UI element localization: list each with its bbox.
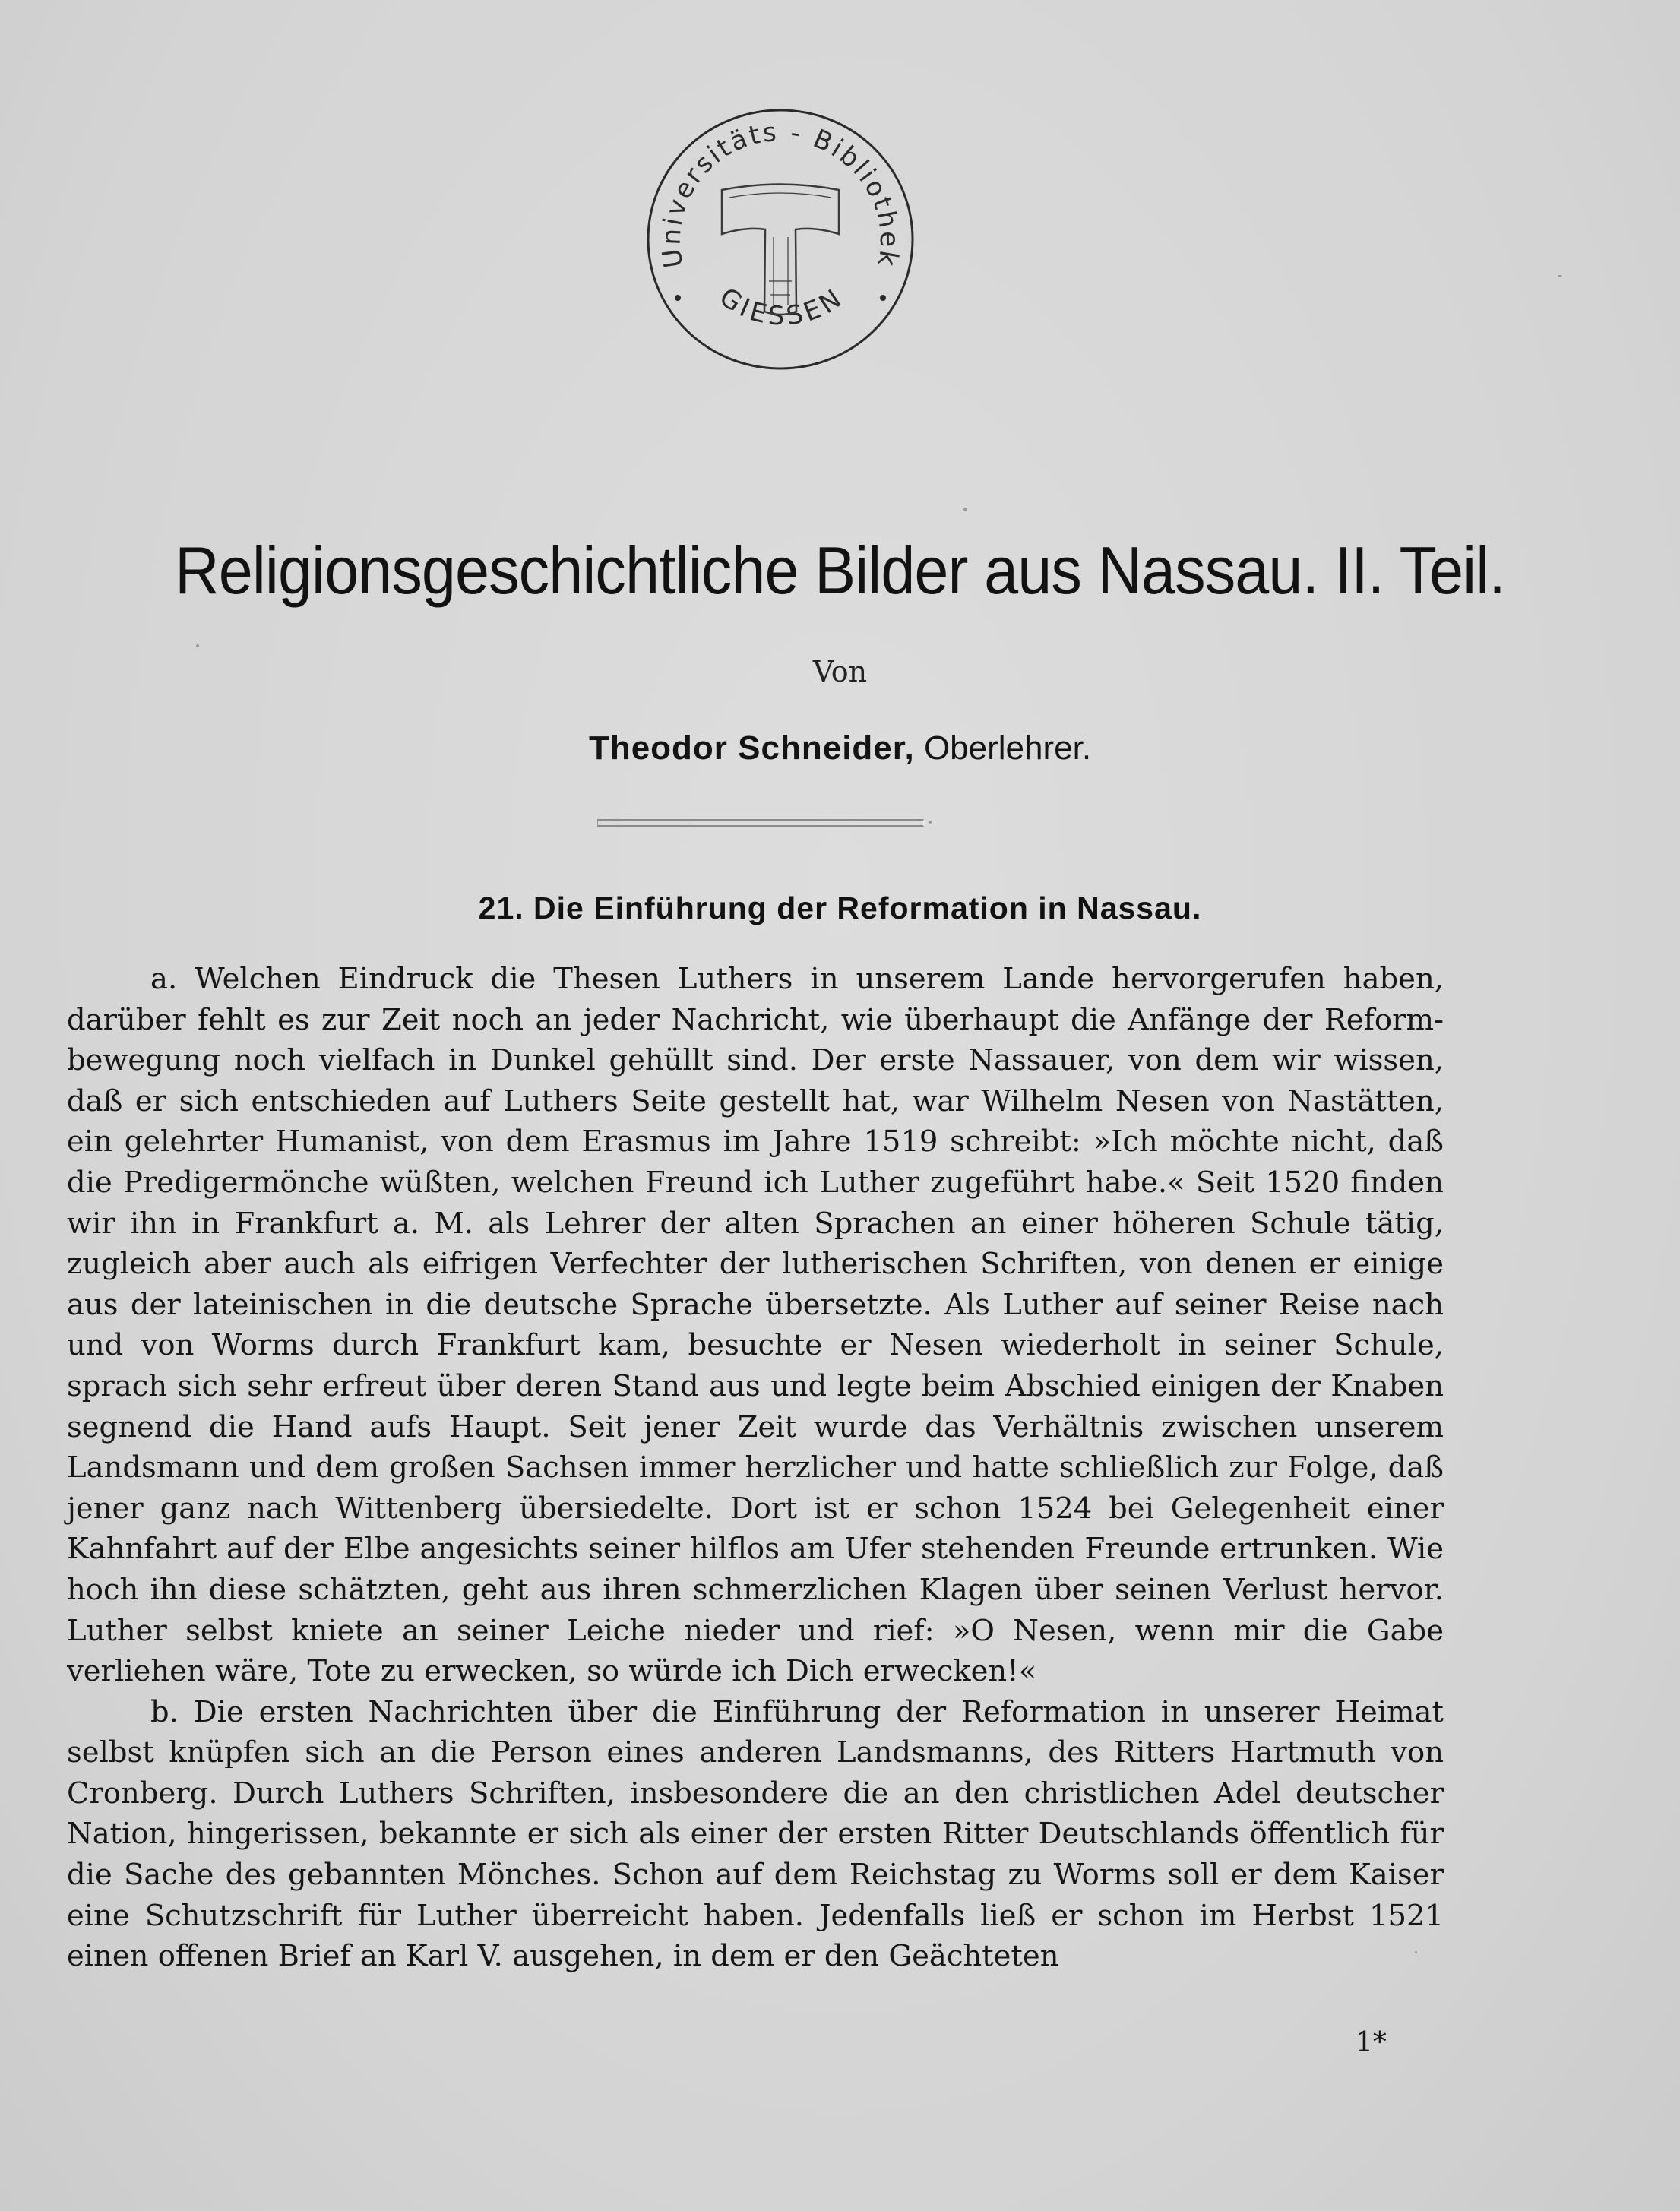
byline-prefix: Von: [812, 655, 868, 688]
article-body: [67, 959, 1444, 1977]
paragraph-b: b. Die ersten Nachrichten über die Einführung der Reformation in unserer Heimat selbst knüpfen sich an die Person eines anderen Landsmanns, des Ritters Hartmuth von Cronberg. Durch Luthers Schriften, insbesondere die an den christlichen Adel deutscher Nation, hingerissen, bekannte er sich als einer der ersten Ritter Deutschlands öffentlich für die Sache des gebannten Mönches. Schon auf dem Reichstag zu Worms soll er dem Kaiser eine Schutzschrift für Luther überreicht haben. Jedenfalls ließ er schon im Herbst 1521 einen offenen Brief an Karl V. ausgehen, in dem er den Geächteten: [67, 1694, 1444, 1974]
library-stamp-seal: [640, 99, 921, 380]
article-title: Religionsgeschichtliche Bilder aus Nassau. II. Teil.: [175, 533, 1505, 608]
page-number: 1*: [1356, 2027, 1387, 2058]
author-name: Theodor Schneider,: [588, 729, 915, 767]
author-line: [0, 729, 1680, 767]
paragraph-a: a. Welchen Eindruck die Thesen Luthers in unserem Lande hervorgerufen haben, darüber fehlt es zur Zeit noch an jeder Nachricht, wie überhaupt die Anfänge der Reformbewegung noch vielfach in Dunkel gehüllt sind. Der erste Nassauer, von dem wir wissen, daß er sich entschieden auf Luthers Seite gestellt hat, war Wilhelm Nesen von Nastätten, ein gelehrter Humanist, von dem Erasmus im Jahre 1519 schreibt: »Ich möchte nicht, daß die Predigermönche wüßten, welchen Freund ich Luther zugeführt habe.« Seit 1520 finden wir ihn in Frankfurt a. M. als Lehrer der alten Sprachen an einer höheren Schule tätig, zugleich aber auch als eifrigen Verfechter der lutherischen Schriften, von denen er einige aus der lateinischen in die deutsche Sprache übersetzte. Als Luther auf seiner Reise nach und von Worms durch Frankfurt kam, besuchte er Nesen wiederholt in seiner Schule, sprach sich sehr erfreut über deren Stand aus und legte beim Abschied einigen der Knaben segnend die Hand aufs Haupt. Seit jener Zeit wurde das Verhältnis zwischen unserem Landsmann und dem großen Sachsen immer herzlicher und hatte schließlich zur Folge, daß jener ganz nach Wittenberg übersiedelte. Dort ist er schon 1524 bei Gelegenheit einer Kahnfahrt auf der Elbe angesichts seiner hilflos am Ufer stehenden Freunde ertrunken. Wie hoch ihn diese schätzten, geht aus ihren schmerzlichen Klagen über seinen Verlust hervor. Luther selbst kniete an seiner Leiche nieder und rief: »O Nesen, wenn mir die Gabe verliehen wäre, Tote zu erwecken, so würde ich Dich erwecken!«: [67, 962, 1444, 1689]
svg-text:GIESSEN: GIESSEN: [713, 281, 850, 332]
author-role: Oberlehrer.: [923, 729, 1092, 767]
library-stamp: [640, 99, 921, 380]
svg-text:Universitäts - Bibliothek: Universitäts - Bibliothek: [656, 116, 905, 270]
title-divider: [597, 819, 924, 827]
section-heading: 21. Die Einführung der Reformation in Nassau.: [478, 890, 1202, 925]
